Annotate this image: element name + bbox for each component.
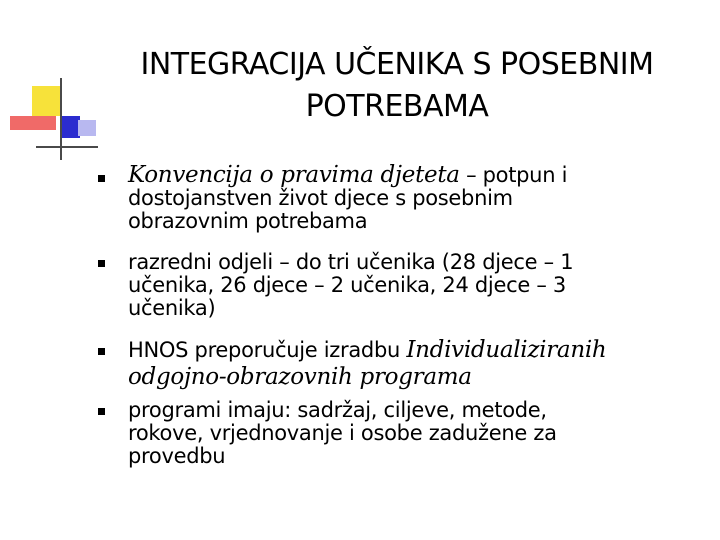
bullet-line [128, 164, 708, 187]
bullet-line: obrazovnim potrebama [128, 209, 368, 233]
bullet-text [128, 164, 708, 233]
bullet-fragment: HNOS preporučuje izradbu [128, 338, 407, 362]
slide-title-line-2: POTREBAMA [305, 89, 489, 124]
decor-red-bar [10, 116, 56, 130]
bullet-square-icon [98, 348, 105, 355]
bullet-text [128, 399, 708, 468]
program-name-continued: odgojno-obrazovnih programa [128, 364, 472, 390]
slide-title-line-1: INTEGRACIJA UČENIKA S POSEBNIM [140, 47, 654, 82]
bullet-square-icon [98, 175, 105, 182]
bullet-line: dostojanstven život djece s posebnim [128, 186, 513, 210]
slide-title [92, 44, 702, 128]
bullet-line: učenika) [128, 296, 216, 320]
decor-horizontal-line [36, 146, 98, 148]
decor-yellow-square [32, 86, 62, 116]
bullet-line [128, 337, 708, 364]
bullet-line: učenika, 26 djece – 2 učenika, 24 djece – 3 [128, 273, 566, 297]
convention-title: Konvencija o pravima djeteta [128, 162, 460, 188]
bullet-line: programi imaju: sadržaj, ciljeve, metode, [128, 398, 547, 422]
bullet-line: rokove, vrjednovanje i osobe zadužene za [128, 421, 557, 445]
bullet-line: razredni odjeli – do tri učenika (28 djece – 1 [128, 250, 574, 274]
bullet-square-icon [98, 260, 105, 267]
bullet-line: provedbu [128, 444, 226, 468]
bullet-text [128, 251, 708, 320]
bullet-fragment: – potpun i [459, 163, 568, 187]
bullet-text [128, 337, 708, 391]
program-name: Individualiziranih [406, 337, 607, 363]
bullet-square-icon [98, 408, 105, 415]
